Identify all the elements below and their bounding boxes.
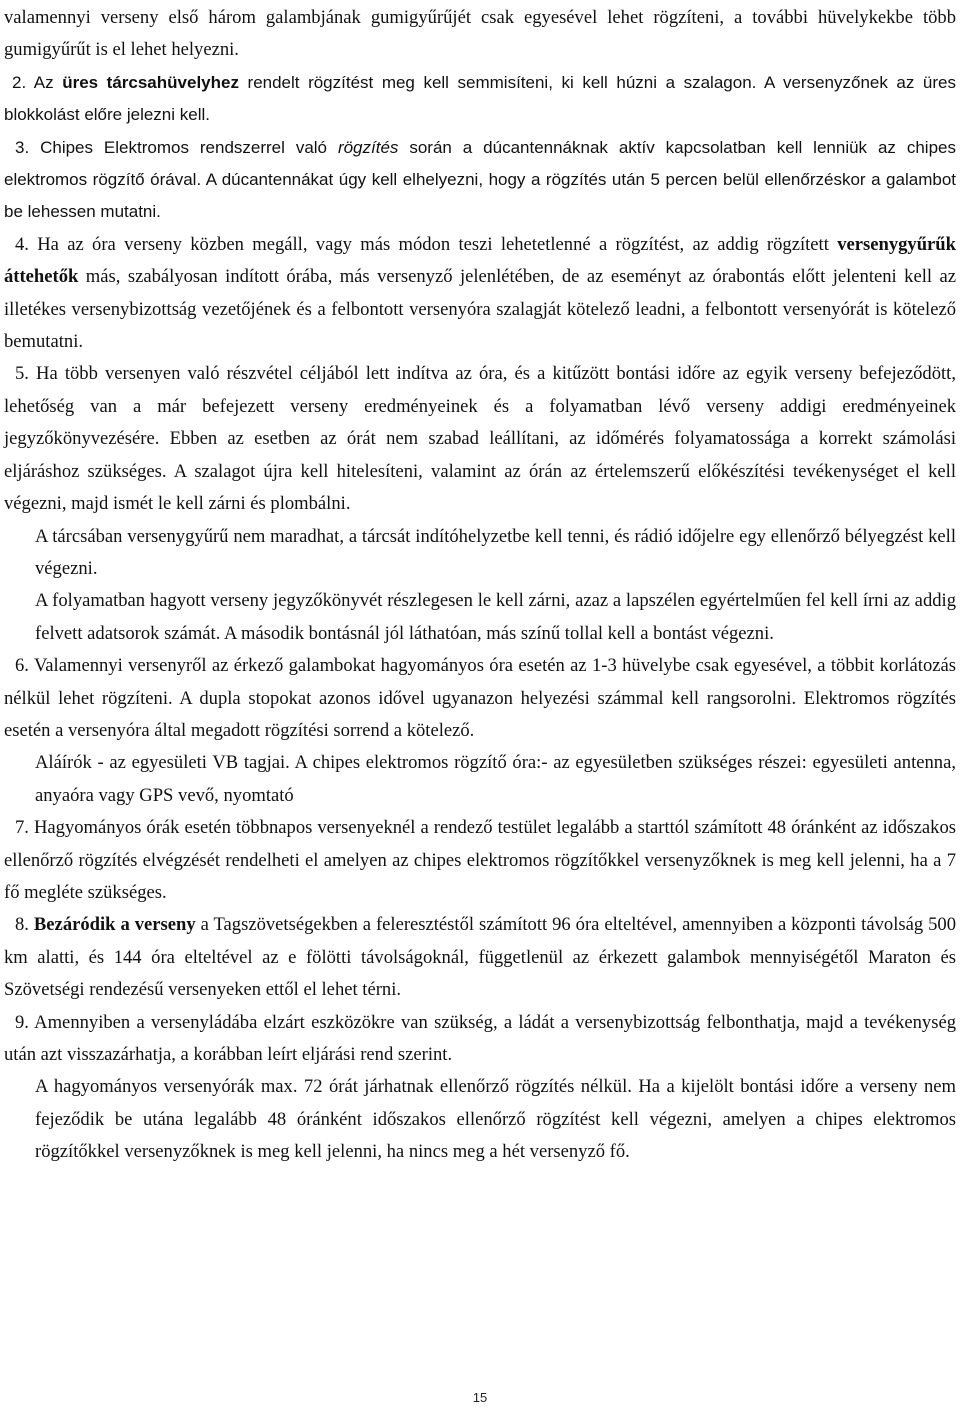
paragraph-8 [4,909,956,1006]
paragraph-7-text: 7. Hagyományos órák esetén többnapos versenyeknél a rendező testület legalább a starttól számított 48 óránként az időszakos ellenőrző rögzítés elvégzését rendelheti el amelyen az chipes elektromos rögzítőkkel versenyzőknek is meg kell jelenni, ha a 7 fő megléte szükséges. [4,817,956,903]
paragraph-3-mid: során a dúcantennáknak aktív kapcsolatban kell lenniük az chipes elektromos rögzítő órával. [4,137,956,190]
paragraph-5 [4,358,956,520]
paragraph-9 [4,1007,956,1072]
paragraph-9-text: 9. Amennyiben a versenyládába elzárt eszközökre van szükség, a ládát a versenybizottság felbonthatja, majd a tevékenység után azt visszazárhatja, a korábban leírt eljárási rend szerint. [4,1011,956,1065]
paragraph-5-text: 5. Ha több versenyen való részvétel céljából lett indítva az óra, és a kitűzött bontási időre az egyik verseny befejeződött, lehetőség van a már befejezett verseny eredményeinek és a folyamatban lévő verseny addigi eredményeinek jegyzőkönyvezésére. Ebben az esetben az órát nem szabad leállítani, az időmérés folyamatossága a korrekt számolási eljáráshoz szükséges. A szalagot újra kell hitelesíteni, valamint az órán az értelemszerű előkészítési tevékenységet el kell végezni, majd ismét le kell zárni és plombálni. [4,363,956,515]
paragraph-3-italic: rögzítés [337,137,399,157]
paragraph-5a [4,521,956,586]
paragraph-7 [4,812,956,909]
paragraph-9a-text: A hagyományos versenyórák max. 72 órát járhatnak ellenőrző rögzítés nélkül. Ha a kijelölt bontási időre a verseny nem fejeződik be utána legalább 48 óránként időszakos ellenőrző rögzítést kell végezni, amelyen a chipes elektromos rögzítőkkel versenyzőknek is meg kell jelenni, ha nincs meg a hét versenyző fő. [35,1076,956,1163]
paragraph-2-rest: rendelt rögzítést meg kell semmisíteni, ki kell húzni a szalagon. A versenyzőnek az üres blokkolást előre jelezni kell. [4,72,956,125]
paragraph-5a-text: A tárcsában versenygyűrű nem maradhat, a tárcsát indítóhelyzetbe kell tenni, és rádió időjelre egy ellenőrző bélyegzést kell végezni. [35,525,956,579]
paragraph-8-number: 8. [15,914,34,936]
paragraph-3-lead: 3. Chipes Elektromos rendszerrel való [15,137,338,157]
paragraph-8-bold: Bezáródik a verseny [33,914,196,936]
paragraph-8-rest: a Tagszövetségekben a feleresztéstől számított 96 óra elteltével, amennyiben a központi távolság 500 km alatti, és 144 óra elteltével az e fölötti távolságoknál, függetlenül az érkezett galambok mennyiségétől Maraton és Szövetségi rendezésű versenyeken ettől el lehet térni. [4,914,956,1001]
paragraph-5b-text: A folyamatban hagyott verseny jegyzőkönyvét részlegesen le kell zárni, azaz a lapszélen egyértelműen fel kell írni az addig felvett adatsorok számát. A második bontásnál jól láthatóan, más színű tollal kell a bontást végezni. [35,590,956,644]
paragraph-2 [4,67,956,132]
paragraph-3 [4,132,956,229]
paragraph-6a [4,747,956,812]
page-number: 15 [472,1390,488,1405]
paragraph-9a [4,1071,956,1168]
paragraph-1 [4,2,956,67]
paragraph-2-number: 2. Az [12,72,63,92]
paragraph-5b [4,585,956,650]
paragraph-4-bold: versenygyűrűk áttehetők [4,233,956,288]
paragraph-4 [4,229,956,359]
paragraph-6a-text: Aláírók - az egyesületi VB tagjai. A chipes elektromos rögzítő óra:- az egyesületben szükséges részei: egyesületi antenna, anyaóra vagy GPS vevő, nyomtató [35,752,956,806]
paragraph-4-rest: más, szabályosan indított órába, más versenyző jelenlétében, de az eseményt az órabontás előtt jelenteni kell az illetékes versenybizottság vezetőjének és a felbontott versenyóra szalagját kötelező leadni, a felbontott versenyórát is kötelező bemutatni. [4,266,956,353]
paragraph-1-text: valamennyi verseny első három galambjának gumigyűrűjét csak egyesével lehet rögzíteni, a további hüvelykekbe több gumigyűrűt is el lehet helyezni. [4,7,956,61]
paragraph-4-lead: 4. Ha az óra verseny közben megáll, vagy más módon teszi lehetetlenné a rögzítést, az addig rögzített [15,233,838,255]
paragraph-2-bold: üres tárcsahüvelyhez [62,72,239,92]
paragraph-6-text: 6. Valamennyi versenyről az érkező galambokat hagyományos óra esetén az 1-3 hüvelybe csak egyesével, a többit korlátozás nélkül lehet rögzíteni. A dupla stopokat azonos idővel ugyanazon helyezési számmal kell rangsorolni. Elektromos rögzítés esetén a versenyóra által megadott rögzítési sorrend a kötelező. [4,655,956,741]
paragraph-6 [4,650,956,747]
paragraph-3-rest: A dúcantennákat úgy kell elhelyezni, hogy a rögzítés után 5 percen belül ellenőrzéskor a galambot be lehessen mutatni. [4,170,956,222]
